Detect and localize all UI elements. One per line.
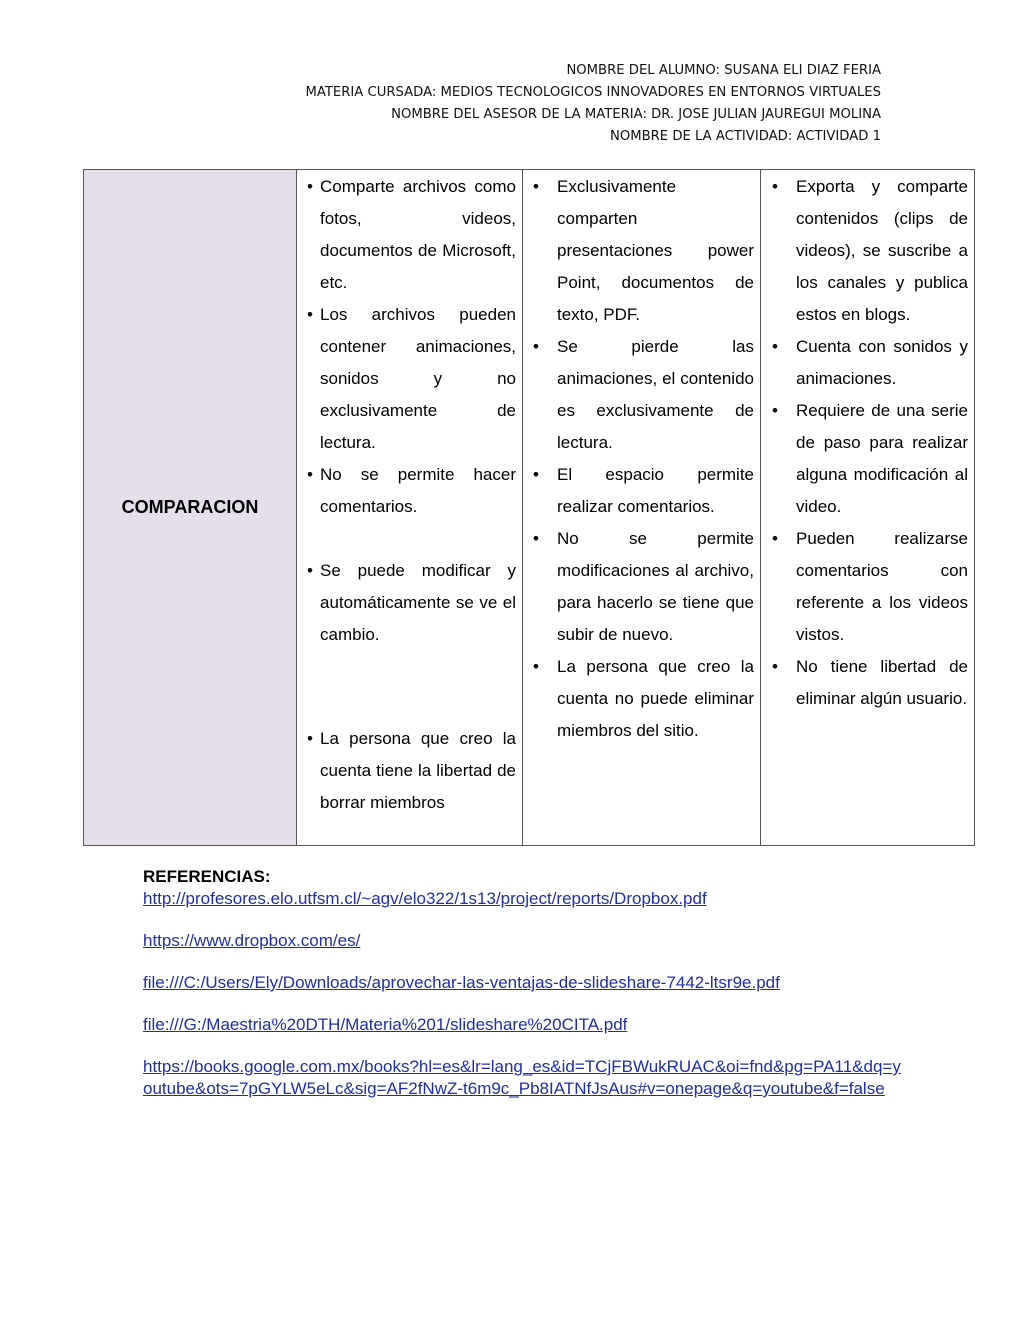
bullet-icon: •: [533, 337, 539, 356]
list-item-text: Cuenta con sonidos y animaciones.: [796, 337, 968, 388]
table-row: [84, 170, 975, 846]
list-item-text: No se permite hacer comentarios.: [320, 465, 516, 516]
advisor-line: NOMBRE DEL ASESOR DE LA MATERIA: DR. JOSE JULIAN JAUREGUI MOLINA: [391, 107, 881, 122]
reference-link-google-books[interactable]: https://books.google.com.mx/books?hl=es&lr=lang_es&id=TCjFBWukRUAC&oi=fnd&pg=PA11&dq=youtube&ots=7pGYLW5eLc&sig=AF2fNwZ-t6m9c_Pb8IATNfJsAus#v=onepage&q=youtube&f=false: [143, 1057, 901, 1098]
bullet-icon: •: [533, 465, 539, 484]
list-item: [533, 171, 754, 331]
document-header: [305, 60, 881, 148]
references-section: [143, 866, 903, 1100]
bullet-icon: •: [307, 561, 313, 580]
list-item: [533, 459, 754, 523]
list-item-text: No tiene libertad de eliminar algún usuario.: [796, 657, 968, 708]
references-title: REFERENCIAS:: [143, 867, 271, 886]
bullet-icon: •: [307, 305, 313, 324]
reference-link-slideshare-pdf[interactable]: file:///C:/Users/Ely/Downloads/aprovechar-las-ventajas-de-slideshare-7442-ltsr9e.pdf: [143, 973, 780, 992]
list-item-text: Requiere de una serie de paso para realizar alguna modificación al video.: [796, 401, 968, 516]
list-item: [307, 459, 516, 523]
activity-line: NOMBRE DE LA ACTIVIDAD: ACTIVIDAD 1: [609, 129, 881, 144]
reference-link-dropbox-site[interactable]: https://www.dropbox.com/es/: [143, 931, 361, 950]
bullet-icon: •: [772, 529, 778, 548]
student-name-line: NOMBRE DEL ALUMNO: SUSANA ELI DIAZ FERIA: [566, 63, 881, 78]
list-item-text: Se puede modificar y automáticamente se ve el cambio.: [320, 561, 516, 644]
bullet-icon: •: [533, 657, 539, 676]
bullet-icon: •: [533, 529, 539, 548]
list-item: [307, 555, 516, 651]
list-item: [307, 299, 516, 459]
slideshare-column-cell: [523, 170, 761, 846]
list-item-text: Se pierde las animaciones, el contenido es exclusivamente de lectura.: [557, 337, 754, 452]
list-item: [533, 331, 754, 459]
list-item: [307, 171, 516, 299]
bullet-icon: •: [772, 657, 778, 676]
list-item-text: La persona que creo la cuenta no puede eliminar miembros del sitio.: [557, 657, 754, 740]
comparison-table: [83, 169, 975, 846]
list-item: [772, 171, 968, 331]
bullet-icon: •: [533, 177, 539, 196]
reference-link-slideshare-cita[interactable]: file:///G:/Maestria%20DTH/Materia%201/slideshare%20CITA.pdf: [143, 1015, 628, 1034]
list-item: [307, 723, 516, 819]
youtube-column-cell: [761, 170, 975, 846]
bullet-icon: •: [772, 337, 778, 356]
course-line: MATERIA CURSADA: MEDIOS TECNOLOGICOS INNOVADORES EN ENTORNOS VIRTUALES: [305, 85, 881, 100]
list-item-text: La persona que creo la cuenta tiene la libertad de borrar miembros: [320, 729, 516, 812]
list-item: [772, 395, 968, 523]
list-item-text: El espacio permite realizar comentarios.: [557, 465, 754, 516]
dropbox-column-cell: [297, 170, 523, 846]
list-item-text: Pueden realizarse comentarios con referente a los videos vistos.: [796, 529, 968, 644]
row-header-cell: [84, 170, 297, 846]
list-item: [533, 651, 754, 747]
list-item-text: Comparte archivos como fotos, videos, documentos de Microsoft, etc.: [320, 177, 516, 292]
list-item: [772, 651, 968, 715]
bullet-icon: •: [307, 177, 313, 196]
reference-link-dropbox-pdf[interactable]: http://profesores.elo.utfsm.cl/~agv/elo322/1s13/project/reports/Dropbox.pdf: [143, 889, 707, 908]
list-item-text: Exporta y comparte contenidos (clips de videos), se suscribe a los canales y publica estos en blogs.: [796, 177, 968, 324]
bullet-icon: •: [772, 401, 778, 420]
list-item: [533, 523, 754, 651]
list-item: [772, 331, 968, 395]
bullet-icon: •: [307, 465, 313, 484]
list-item-text: Exclusivamente comparten presentaciones power Point, documentos de texto, PDF.: [557, 177, 754, 324]
bullet-list: [523, 170, 760, 747]
bullet-icon: •: [307, 729, 313, 748]
bullet-list: [761, 170, 974, 715]
list-item-text: No se permite modificaciones al archivo, para hacerlo se tiene que subir de nuevo.: [557, 529, 754, 644]
list-item-text: Los archivos pueden contener animaciones, sonidos y no exclusivamente de lectura.: [320, 305, 516, 452]
bullet-icon: •: [772, 177, 778, 196]
bullet-list: [297, 170, 522, 819]
row-header-label: COMPARACION: [121, 497, 259, 517]
list-item: [772, 523, 968, 651]
